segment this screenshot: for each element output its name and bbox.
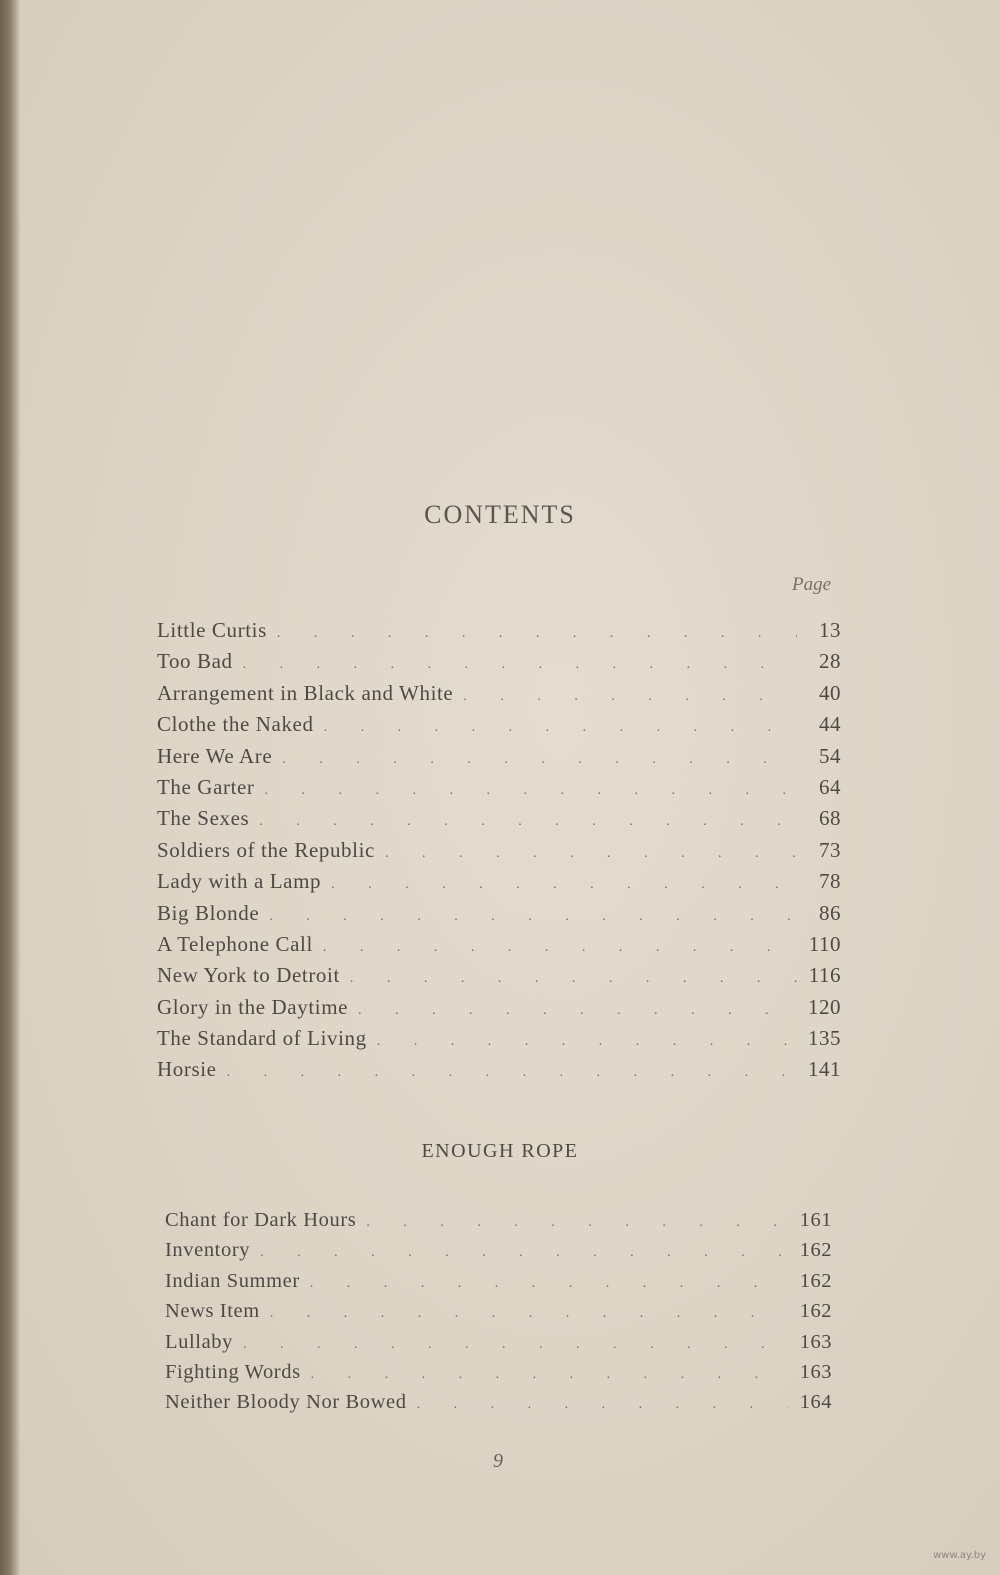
page-number: 9: [493, 1450, 503, 1472]
dot-leader: [260, 1245, 788, 1261]
toc-entry-title: The Standard of Living: [157, 1026, 367, 1051]
toc-entry-title: Clothe the Naked: [157, 712, 314, 737]
toc-entry-title: Big Blonde: [157, 900, 260, 925]
toc-entry-page: 40: [819, 680, 841, 705]
toc-entry-title: Inventory: [165, 1239, 251, 1262]
dot-leader: [463, 689, 797, 705]
toc-entry-title: News Item: [165, 1300, 260, 1323]
toc-entry-page: 78: [819, 869, 841, 894]
dot-leader: [259, 814, 797, 830]
toc-entry-title: Fighting Words: [165, 1360, 301, 1383]
toc-entry: [157, 963, 841, 994]
dot-leader: [227, 1065, 797, 1081]
toc-entry-page: 68: [819, 806, 841, 831]
toc-entry-title: Lady with a Lamp: [157, 869, 322, 894]
toc-entry-title: Glory in the Daytime: [157, 994, 349, 1019]
toc-entry: [157, 838, 841, 869]
dot-leader: [243, 1337, 788, 1353]
dot-leader: [270, 1306, 788, 1322]
toc-entry-title: The Garter: [157, 774, 255, 799]
watermark: www.ay.by: [933, 1550, 986, 1561]
toc-entry-title: Lullaby: [165, 1330, 233, 1353]
dot-leader: [385, 846, 797, 862]
dot-leader: [265, 783, 797, 799]
toc-entry-page: 13: [819, 618, 841, 642]
toc-entry-page: 163: [799, 1360, 832, 1383]
dot-leader: [358, 1003, 797, 1019]
toc-entry-title: Too Bad: [157, 649, 233, 674]
toc-entry: [165, 1391, 832, 1421]
toc-entry-page: 110: [808, 931, 841, 956]
toc-entry: [157, 1057, 841, 1088]
dot-leader: [269, 909, 797, 925]
page-column-label: Page: [792, 574, 832, 595]
toc-entry-title: Chant for Dark Hours: [165, 1209, 357, 1231]
dot-leader: [323, 940, 797, 956]
toc-entry-title: Soldiers of the Republic: [157, 837, 375, 862]
toc-entry-page: 116: [808, 963, 841, 988]
toc-entry-page: 162: [799, 1269, 832, 1292]
toc-entry: [165, 1209, 832, 1239]
toc-entry-page: 64: [819, 774, 841, 799]
toc-entry: [157, 744, 841, 775]
toc-entry: [157, 1026, 841, 1057]
dot-leader: [331, 877, 797, 893]
contents-title: CONTENTS: [424, 500, 576, 529]
toc-entry-page: 73: [819, 837, 841, 862]
dot-leader: [417, 1397, 788, 1413]
toc-entry-page: 86: [819, 900, 841, 925]
toc-entry-title: Horsie: [157, 1057, 217, 1082]
toc-entry: [157, 618, 841, 649]
stories-list: [157, 618, 841, 1089]
dot-leader: [310, 1276, 788, 1292]
toc-entry-page: 164: [799, 1391, 832, 1414]
dot-leader: [324, 720, 797, 736]
toc-entry: [157, 712, 841, 743]
toc-entry-title: The Sexes: [157, 806, 250, 831]
toc-entry: [157, 932, 841, 963]
toc-entry-title: Indian Summer: [165, 1269, 300, 1292]
toc-entry-title: Little Curtis: [157, 618, 267, 642]
dot-leader: [377, 1034, 797, 1050]
section-heading-enough-rope: ENOUGH ROPE: [421, 1140, 579, 1162]
toc-entry-title: Neither Bloody Nor Bowed: [165, 1391, 407, 1414]
toc-entry-page: 28: [819, 649, 841, 674]
dot-leader: [350, 971, 797, 987]
toc-entry-title: New York to Detroit: [157, 963, 340, 988]
toc-entry: [165, 1331, 832, 1361]
toc-entry: [157, 869, 841, 900]
toc-entry-page: 162: [799, 1300, 832, 1323]
poems-list: [165, 1209, 832, 1422]
toc-entry: [157, 649, 841, 680]
toc-entry-title: Arrangement in Black and White: [157, 680, 454, 705]
dot-leader: [366, 1215, 788, 1231]
toc-entry: [157, 681, 841, 712]
toc-entry-page: 162: [799, 1239, 832, 1262]
toc-entry: [157, 806, 841, 837]
toc-entry-page: 54: [819, 743, 841, 768]
toc-entry-page: 135: [808, 1026, 841, 1051]
toc-entry-page: 44: [819, 712, 841, 737]
dot-leader: [282, 752, 797, 768]
toc-entry: [157, 995, 841, 1026]
toc-entry: [165, 1270, 832, 1300]
toc-entry: [157, 901, 841, 932]
toc-entry-title: Here We Are: [157, 743, 273, 768]
dot-leader: [277, 626, 797, 642]
toc-entry-title: A Telephone Call: [157, 931, 313, 956]
toc-entry-page: 141: [808, 1057, 841, 1082]
toc-entry-page: 120: [808, 994, 841, 1019]
toc-entry-page: 161: [799, 1209, 832, 1231]
toc-entry: [165, 1361, 832, 1391]
toc-entry: [157, 775, 841, 806]
dot-leader: [311, 1367, 788, 1383]
dot-leader: [243, 657, 797, 673]
toc-entry: [165, 1300, 832, 1330]
toc-entry: [165, 1239, 832, 1269]
toc-entry-page: 163: [799, 1330, 832, 1353]
